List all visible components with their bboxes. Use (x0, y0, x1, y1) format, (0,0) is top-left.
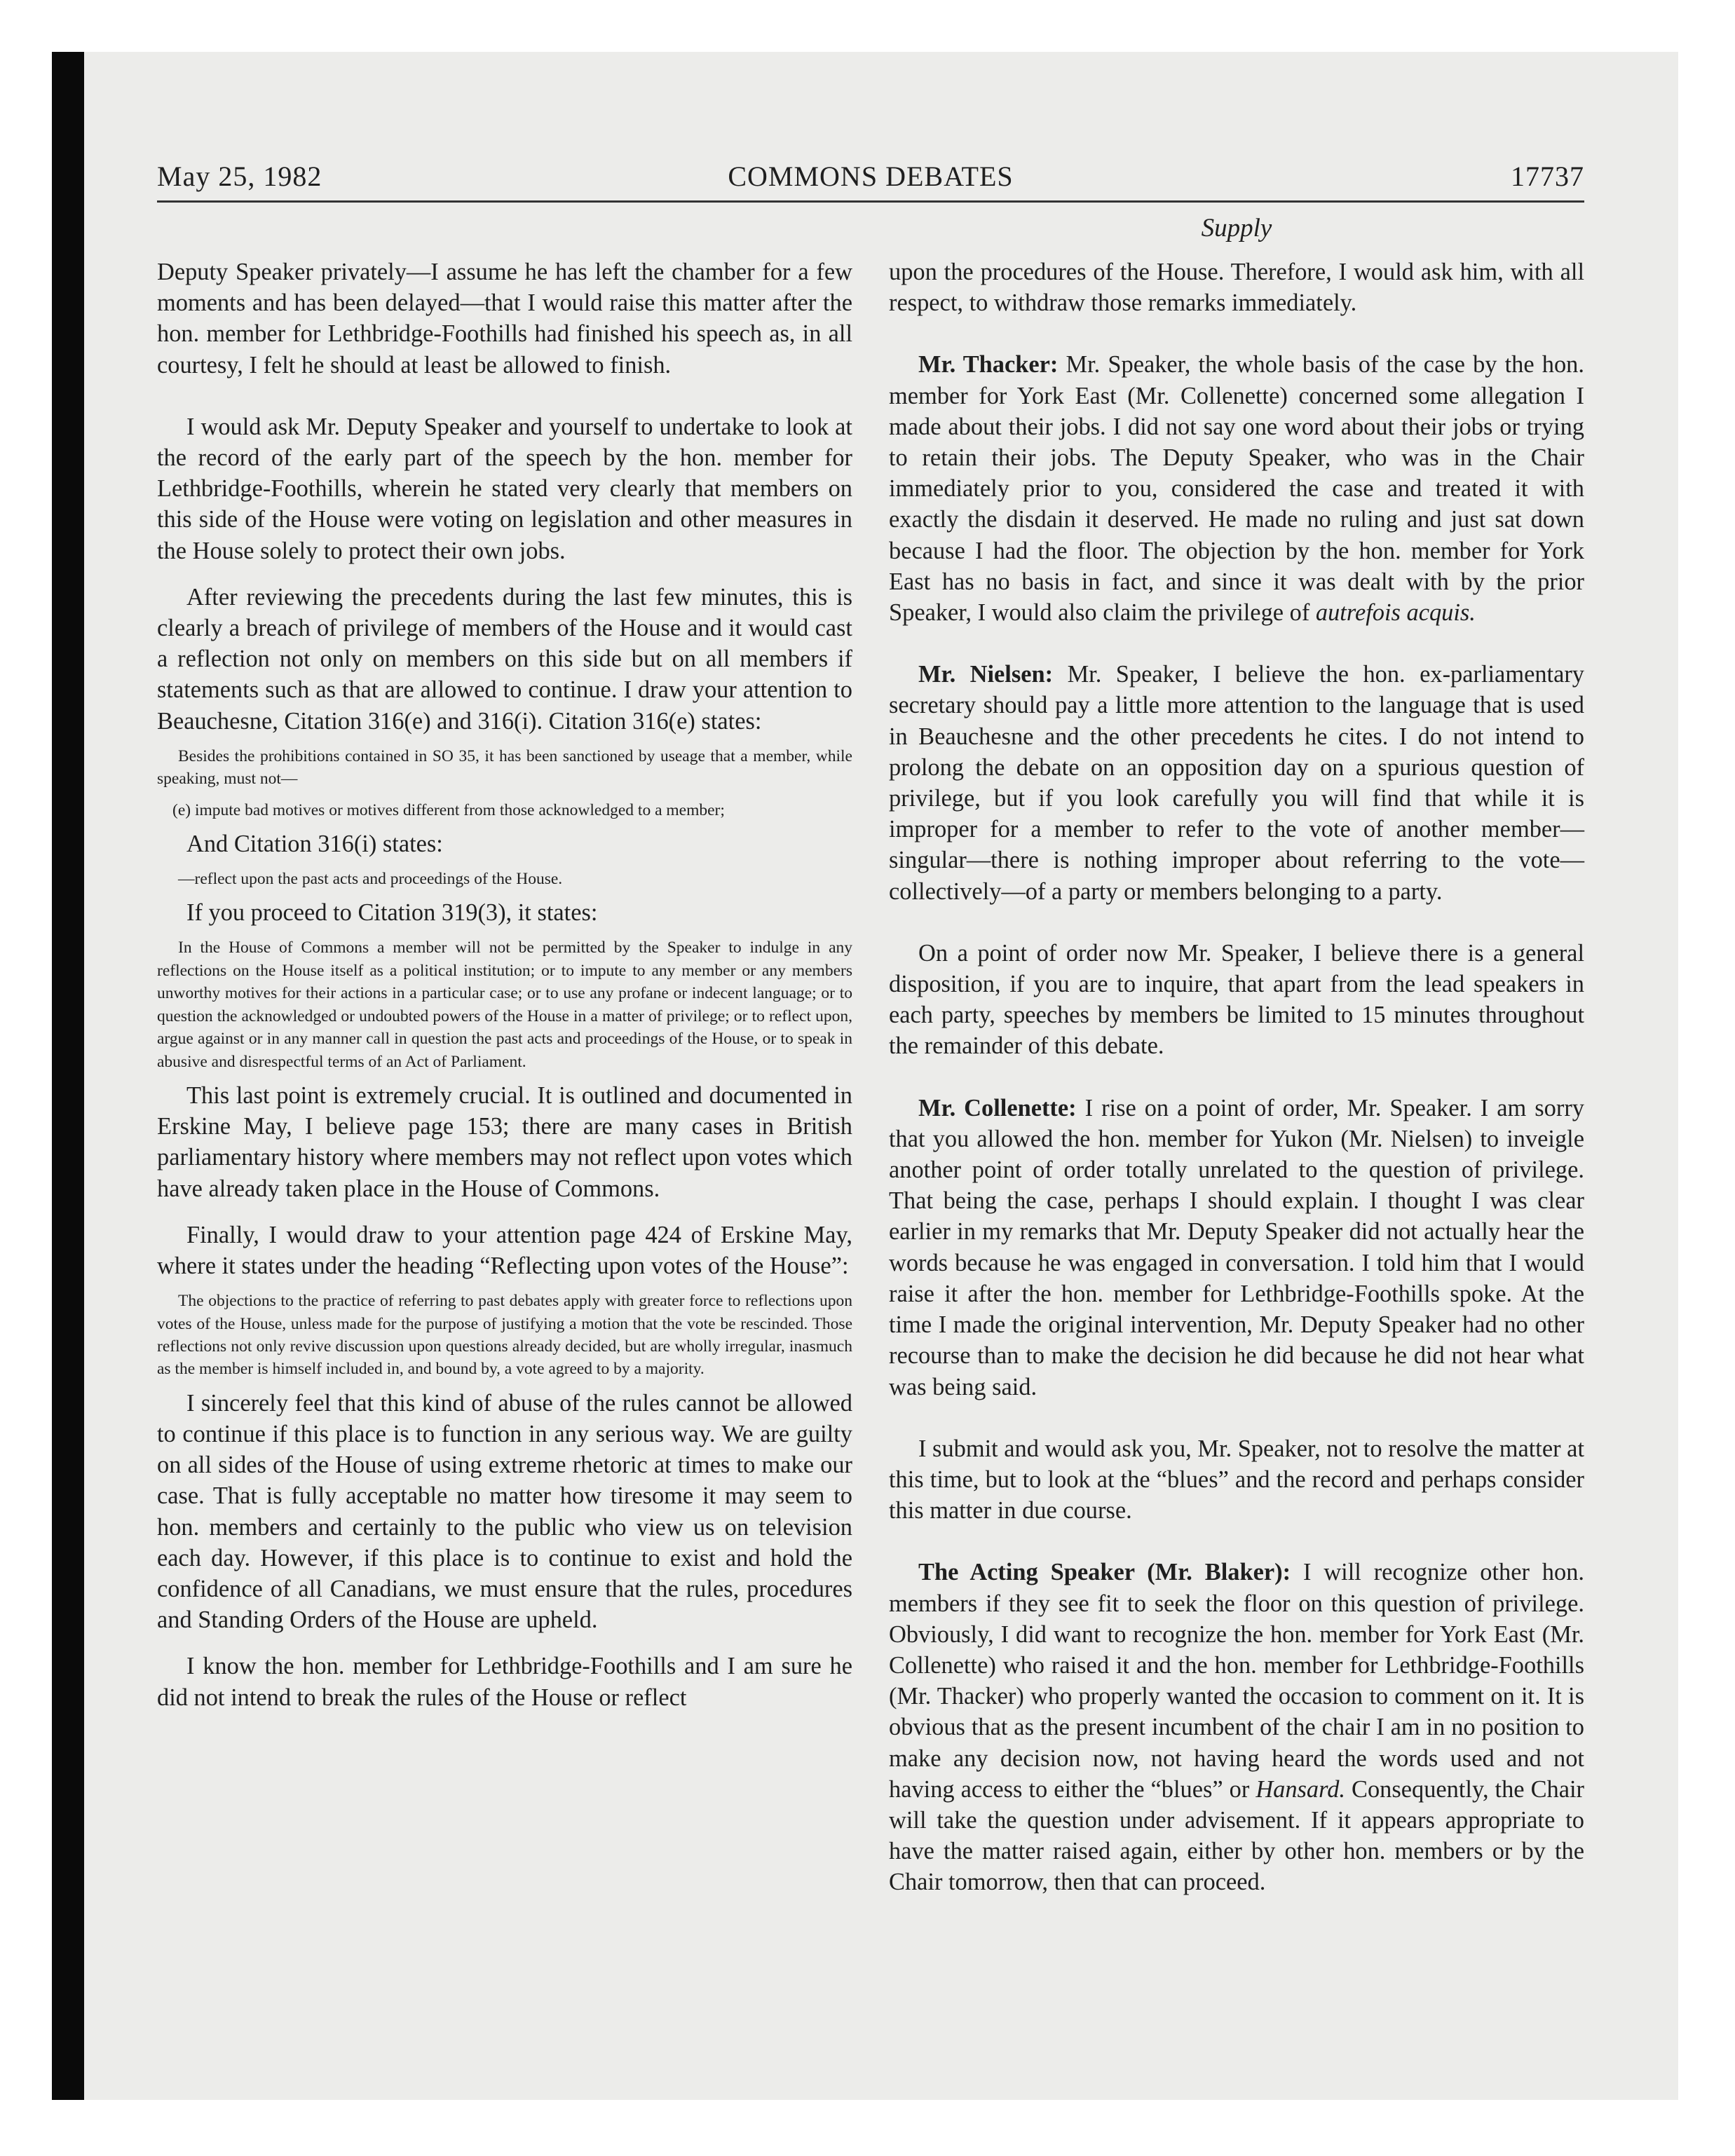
page-header (157, 160, 1584, 199)
speech-text: I rise on a point of order, Mr. Speaker. I am sorry that you allowed the hon. member for Yukon (Mr. Nielsen) to inveigle another point of order totally unrelated to the question of privilege. That being the case, perhaps I should explain. I thought I was clear earlier in my remarks that Mr. Deputy Speaker did not actually hear the words because he was engaged in conversation. I told him that I would raise it after the hon. member for Lethbridge-Foothills spoke. At the time I made the original intervention, Mr. Deputy Speaker had no other recourse than to make the decision he did because he did not hear what was being said. (889, 1094, 1584, 1400)
header-rule (157, 200, 1584, 203)
speech-nielsen (889, 659, 1584, 907)
paragraph: And Citation 316(i) states: (186, 831, 443, 858)
paragraph: I sincerely feel that this kind of abuse of the rules cannot be allowed to continue if this place is to function in any serious way. We are guilty on all sides of the House of using extreme rhetoric at times to make our case. That is fully acceptable no matter how tiresome it may seem to hon. members and certainly to the public who view us on television each day. However, if this place is to continue to exist and hold the confidence of all Canadians, we must ensure that the rules, procedures and Standing Orders of the House are upheld. (157, 1389, 852, 1634)
paragraph: I submit and would ask you, Mr. Speaker, not to resolve the matter at this time, but to look at the “blues” and the record and perhaps consider this matter in due course. (889, 1435, 1584, 1524)
paragraph: This last point is extremely crucial. It is outlined and documented in Erskine May, I believe page 153; there are many cases in British parliamentary history where members may not reflect upon votes which have already taken place in the House of Commons. (157, 1082, 852, 1202)
speech-acting-speaker (889, 1557, 1584, 1897)
speaker-name: Mr. Nielsen: (918, 661, 1054, 688)
header-title: COMMONS DEBATES (728, 161, 1014, 192)
paragraph: Deputy Speaker privately—I assume he has left the chamber for a few moments and has been delayed—that I would raise this matter after the hon. member for Lethbridge-Foothills had finished his speech as, in all courtesy, I felt he should at least be allowed to finish. (157, 259, 852, 378)
speech-text: I will recognize other hon. members if they see fit to seek the floor on this question of privilege. Obviously, I did want to recognize the hon. member for York East (Mr. Collenette) who raised it and the hon. member for Lethbridge-Foothills (Mr. Thacker) who properly wanted the occasion to comment on it. It is obvious that as the present incumbent of the chair I am in no position to make any decision now, not having heard the words used and not having access to either the “blues” or (889, 1559, 1584, 1803)
speaker-name: The Acting Speaker (Mr. Blaker): (918, 1559, 1291, 1586)
block-quote: —reflect upon the past acts and proceedings of the House. (178, 870, 563, 889)
section-heading: Supply (1201, 214, 1272, 243)
paragraph: I know the hon. member for Lethbridge-Foothills and I am sure he did not intend to break the rules of the House or reflect (157, 1653, 852, 1711)
italic-text: autrefois acquis. (1315, 599, 1476, 627)
left-column (157, 257, 852, 1713)
block-quote: Besides the prohibitions contained in SO 35, it has been sanctioned by useage that a member, while speaking, must not— (157, 746, 852, 789)
paragraph: If you proceed to Citation 319(3), it states: (186, 899, 598, 927)
paragraph: After reviewing the precedents during the last few minutes, this is clearly a breach of privilege of members of the House and it would cast a reflection not only on members on this side but on all members if statements such as that are allowed to continue. I draw your attention to Beauchesne, Citation 316(e) and 316(i). Citation 316(e) states: (157, 583, 852, 735)
speaker-name: Mr. Thacker: (918, 351, 1059, 378)
right-column (889, 257, 1584, 1898)
speech-text: Consequently, the Chair will take the question under advisement. If it appears appropriate to have the matter raised again, either by other hon. members or by the Chair tomorrow, then that can proceed. (889, 1775, 1584, 1896)
speech-collenette (889, 1093, 1584, 1403)
block-quote: (e) impute bad motives or motives different from those acknowledged to a member; (172, 800, 725, 819)
italic-text: Hansard. (1256, 1775, 1346, 1803)
speech-text: Mr. Speaker, the whole basis of the case by the hon. member for York East (Mr. Collenette) concerned some allegation I made about their jobs. I did not say one word about their jobs or trying to retain their jobs. The Deputy Speaker, who was in the Chair immediately prior to you, considered the case and treated it with exactly the disdain it deserved. He made no ruling and just sat down because I had the floor. The objection by the hon. member for York East has no basis in fact, and since it was dealt with by the prior Speaker, I would also claim the privilege of (889, 351, 1584, 627)
speaker-name: Mr. Collenette: (918, 1094, 1077, 1121)
header-page-number: 17737 (1511, 161, 1584, 192)
paragraph: On a point of order now Mr. Speaker, I believe there is a general disposition, if you are to inquire, that apart from the lead speakers in each party, speeches by members be limited to 15 minutes throughout the remainder of this debate. (889, 939, 1584, 1060)
binding-edge (52, 52, 84, 2100)
paragraph: Finally, I would draw to your attention page 424 of Erskine May, where it states under the heading “Reflecting upon votes of the House”: (157, 1221, 852, 1279)
header-date: May 25, 1982 (157, 161, 322, 192)
block-quote: The objections to the practice of referring to past debates apply with greater force to reflections upon votes of the House, unless made for the purpose of justifying a motion that the vote be rescinded. Those reflections not only revive discussion upon questions already decided, but are wholly irregular, inasmuch as the member is himself included in, and bound by, a vote agreed to by a majority. (157, 1292, 852, 1379)
speech-text: Mr. Speaker, I believe the hon. ex-parliamentary secretary should pay a little more attention to the language that is used in Beauchesne and the other precedents he cites. I do not intend to prolong the debate on an opposition day on a spurious question of privilege, but if you look carefully you will find that while it is improper for a member to refer to the vote of another member—singular—there is nothing improper about referring to the vote—collectively—of a party or members belonging to a party. (889, 661, 1584, 905)
paragraph: upon the procedures of the House. Therefore, I would ask him, with all respect, to withdraw those remarks immediately. (889, 259, 1584, 317)
paragraph: I would ask Mr. Deputy Speaker and yourself to undertake to look at the record of the early part of the speech by the hon. member for Lethbridge-Foothills, wherein he stated very clearly that members on this side of the House were voting on legislation and other measures in the House solely to protect their own jobs. (157, 413, 852, 564)
block-quote: In the House of Commons a member will not be permitted by the Speaker to indulge in any reflections on the House itself as a political institution; or to impute to any member or any members unworthy motives for their actions in a particular case; or to use any profane or indecent language; or to question the acknowledged or undoubted powers of the House in a matter of privilege; or to reflect upon, argue against or in any manner call in question the past acts and proceedings of the House, or to speak in abusive and disrespectful terms of an Act of Parliament. (157, 939, 852, 1071)
speech-thacker (889, 349, 1584, 628)
